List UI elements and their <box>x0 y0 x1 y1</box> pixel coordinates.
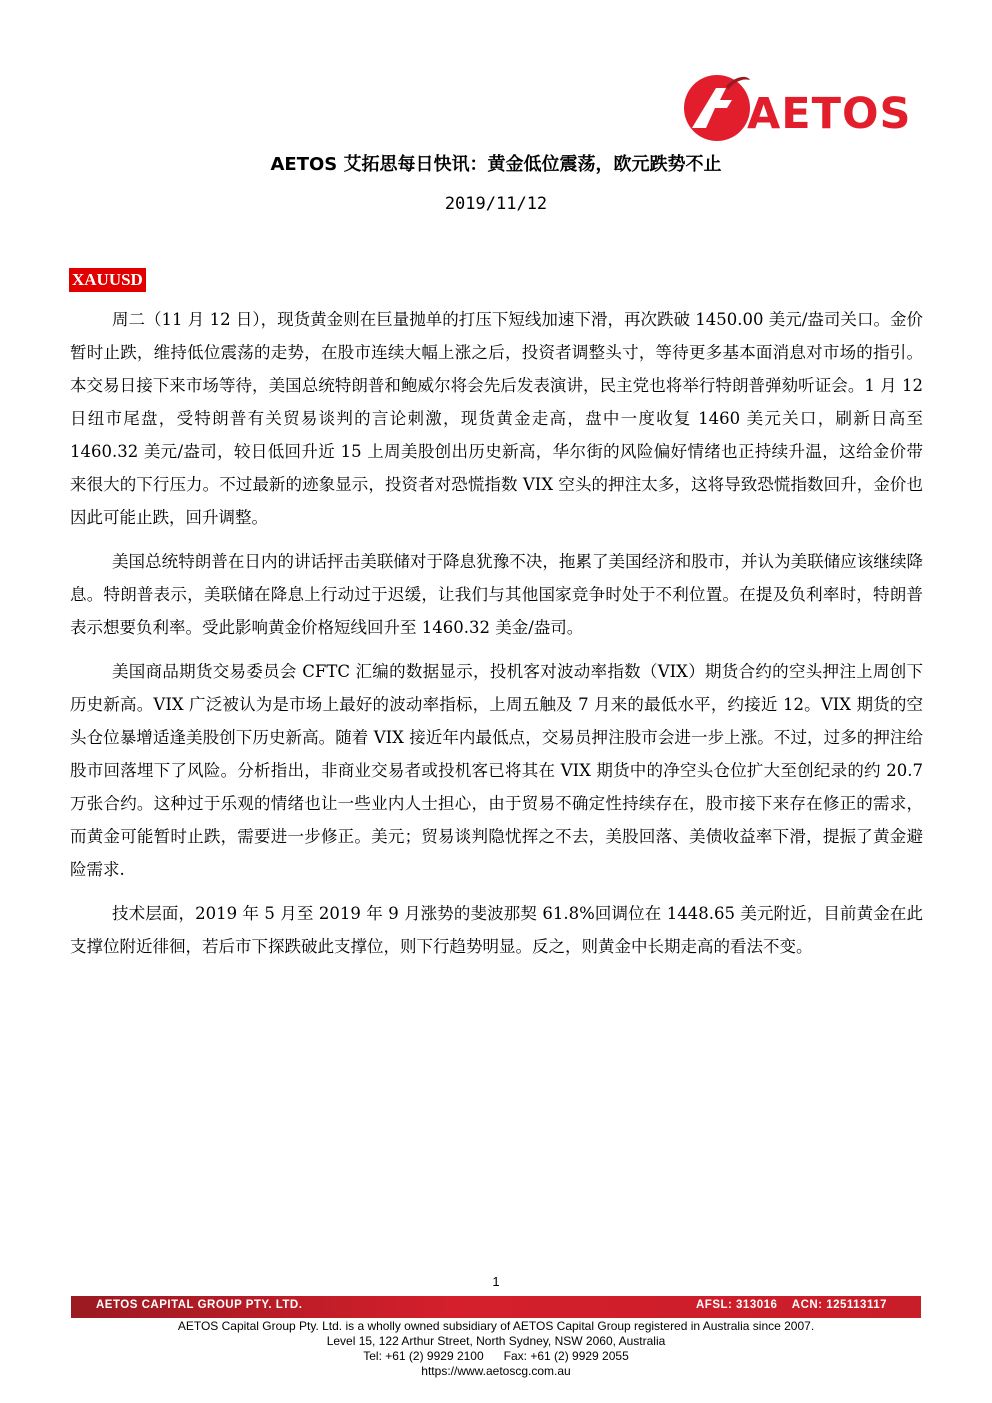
logo-wordmark: AETOS <box>747 89 912 139</box>
paragraph-2: 美国总统特朗普在日内的讲话抨击美联储对于降息犹豫不决，拖累了美国经济和股市，并认为美联储应该继续降息。特朗普表示，美联储在降息上行动过于迟缓，让我们与其他国家竞争时处于不利位置。在提及负利率时，特朗普表示想要负利率。受此影响黄金价格短线回升至 1460.32 美金/盎司。 <box>70 552 923 637</box>
document-title: AETOS 艾拓思每日快讯：黄金低位震荡，欧元跌势不止 <box>270 154 722 175</box>
footer-info-line-2: Level 15, 122 Arthur Street, North Sydney, NSW 2060, Australia <box>326 1334 666 1348</box>
aetos-swoosh-icon <box>682 66 752 146</box>
paragraph-3: 美国商品期货交易委员会 CFTC 汇编的数据显示，投机客对波动率指数（VIX）期货合约的空头押注上周创下历史新高。VIX 广泛被认为是市场上最好的波动率指标，上周五触及 7 月来的最低水平，约接近 12。VIX 期货的空头仓位暴增适逢美股创下历史新高。随着 VIX 接近年内最低点，交易员押注股市会进一步上涨。不过，过多的押注给股市回落埋下了风险。分析指出，非商业交易者或投机客已将其在 VIX 期货中的净空头仓位扩大至创纪录的约 20.7 万张合约。这种过于乐观的情绪也让一些业内人士担心，由于贸易不确定性持续存在，股市接下来存在修正的需求，而黄金可能暂时止跌，需要进一步修正。美元；贸易谈判隐忧挥之不去，美股回落、美债收益率下滑，提振了黄金避险需求. <box>70 662 923 879</box>
footer-info-line-1: AETOS Capital Group Pty. Ltd. is a wholly owned subsidiary of AETOS Capital Group registered in Australia since 2007. <box>177 1319 815 1333</box>
document-date: 2019/11/12 <box>444 194 548 214</box>
article-body <box>70 303 923 974</box>
footer-website-link[interactable]: https://www.aetoscg.com.au <box>421 1364 571 1378</box>
footer-info <box>0 1319 992 1379</box>
footer-info-line-3: Tel: +61 (2) 9929 2100 Fax: +61 (2) 9929 2055 <box>363 1349 629 1363</box>
page-number: 1 <box>492 1274 500 1289</box>
paragraph-4: 技术层面，2019 年 5 月至 2019 年 9 月涨势的斐波那契 61.8%回调位在 1448.65 美元附近，目前黄金在此支撑位附近徘徊，若后市下探跌破此支撑位，则下行趋势明显。反之，则黄金中长期走高的看法不变。 <box>70 904 923 956</box>
footer-company: AETOS CAPITAL GROUP PTY. LTD. <box>96 1299 303 1311</box>
section-tag-xauusd: XAUUSD <box>69 268 146 292</box>
paragraph-1: 周二（11 月 12 日），现货黄金则在巨量抛单的打压下短线加速下滑，再次跌破 1450.00 美元/盎司关口。金价暂时止跌，维持低位震荡的走势，在股市连续大幅上涨之后，投资者调整头寸，等待更多基本面消息对市场的指引。本交易日接下来市场等待，美国总统特朗普和鲍威尔将会先后发表演讲，民主党也将举行特朗普弹劾听证会。1 月 12 日纽市尾盘，受特朗普有关贸易谈判的言论刺激，现货黄金走高，盘中一度收复 1460 美元关口，刷新日高至 1460.32 美元/盎司，较日低回升近 15 上周美股创出历史新高，华尔街的风险偏好情绪也正持续升温，这给金价带来很大的下行压力。不过最新的迹象显示，投资者对恐慌指数 VIX 空头的押注太多，这将导致恐慌指数回升，金价也因此可能止跌，回升调整。 <box>70 310 923 527</box>
footer-bar <box>71 1296 921 1318</box>
footer-license: AFSL: 313016 ACN: 125113117 <box>695 1299 887 1311</box>
